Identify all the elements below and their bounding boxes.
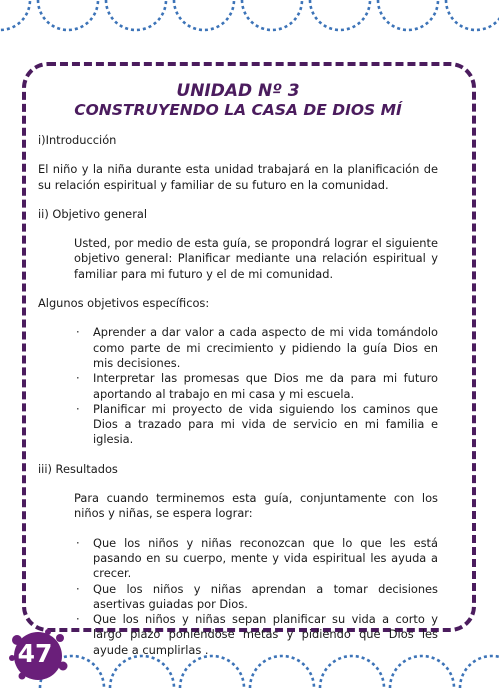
list-item: · Que los niños y niñas sepan planificar su vida a corto y largo plazo poniéndose metas y pidiendo que Dios les ayude a cumplirlas .	[76, 612, 438, 657]
list-item: · Que los niños y niñas reconozcan que lo que les está pasando en su cuerpo, mente y vida espiritual les ayuda a crecer.	[76, 535, 438, 581]
specific-objectives-list	[38, 325, 438, 447]
bullet-icon: ·	[76, 535, 80, 550]
objective-heading: ii) Objetivo general	[38, 206, 148, 221]
list-item: · Planificar mi proyecto de vida siguiendo los caminos que Dios a trazado para mi vida de servicio en mi familia e iglesia.	[76, 401, 438, 447]
bullet-icon: ·	[76, 612, 80, 627]
page-number: 47	[17, 639, 53, 668]
bullet-icon: ·	[76, 371, 80, 386]
results-text: Para cuando terminemos esta guía, conjuntamente con los niños y niñas, se espera lograr:	[74, 491, 438, 521]
results-list	[38, 536, 438, 658]
list-item: · Que los niños y niñas aprendan a tomar decisiones asertivas guiadas por Dios.	[76, 581, 438, 611]
list-item: · Aprender a dar valor a cada aspecto de mi vida tomándolo como parte de mi crecimiento y pidiendo la guía Dios en mis decisiones.	[76, 325, 438, 370]
intro-text: El niño y la niña durante esta unidad trabajará en la planificación de su relación espiritual y familiar de su futuro en la comunidad.	[38, 162, 438, 192]
unit-title: UNIDAD Nº 3	[176, 81, 300, 101]
intro-heading: i)Introducción	[38, 133, 117, 147]
unit-subtitle: CONSTRUYENDO LA CASA DE DIOS MÍ	[74, 101, 402, 119]
specific-objectives-heading: Algunos objetivos específicos:	[38, 296, 210, 311]
bullet-icon: ·	[76, 401, 80, 416]
list-item: · Interpretar las promesas que Dios me da para mi futuro aportando al trabajo en mi casa y mi escuela.	[76, 371, 438, 401]
bullet-icon: ·	[76, 581, 80, 596]
results-heading: iii) Resultados	[38, 461, 118, 476]
top-scallop-border	[0, 0, 499, 50]
document-body	[38, 82, 438, 672]
objective-text: Usted, por medio de esta guía, se propondrá lograr el siguiente objetivo general: Planificar mediante una relación espiritual y familiar para mi futuro y el de mi comunidad.	[74, 236, 438, 281]
bullet-icon: ·	[76, 325, 80, 340]
